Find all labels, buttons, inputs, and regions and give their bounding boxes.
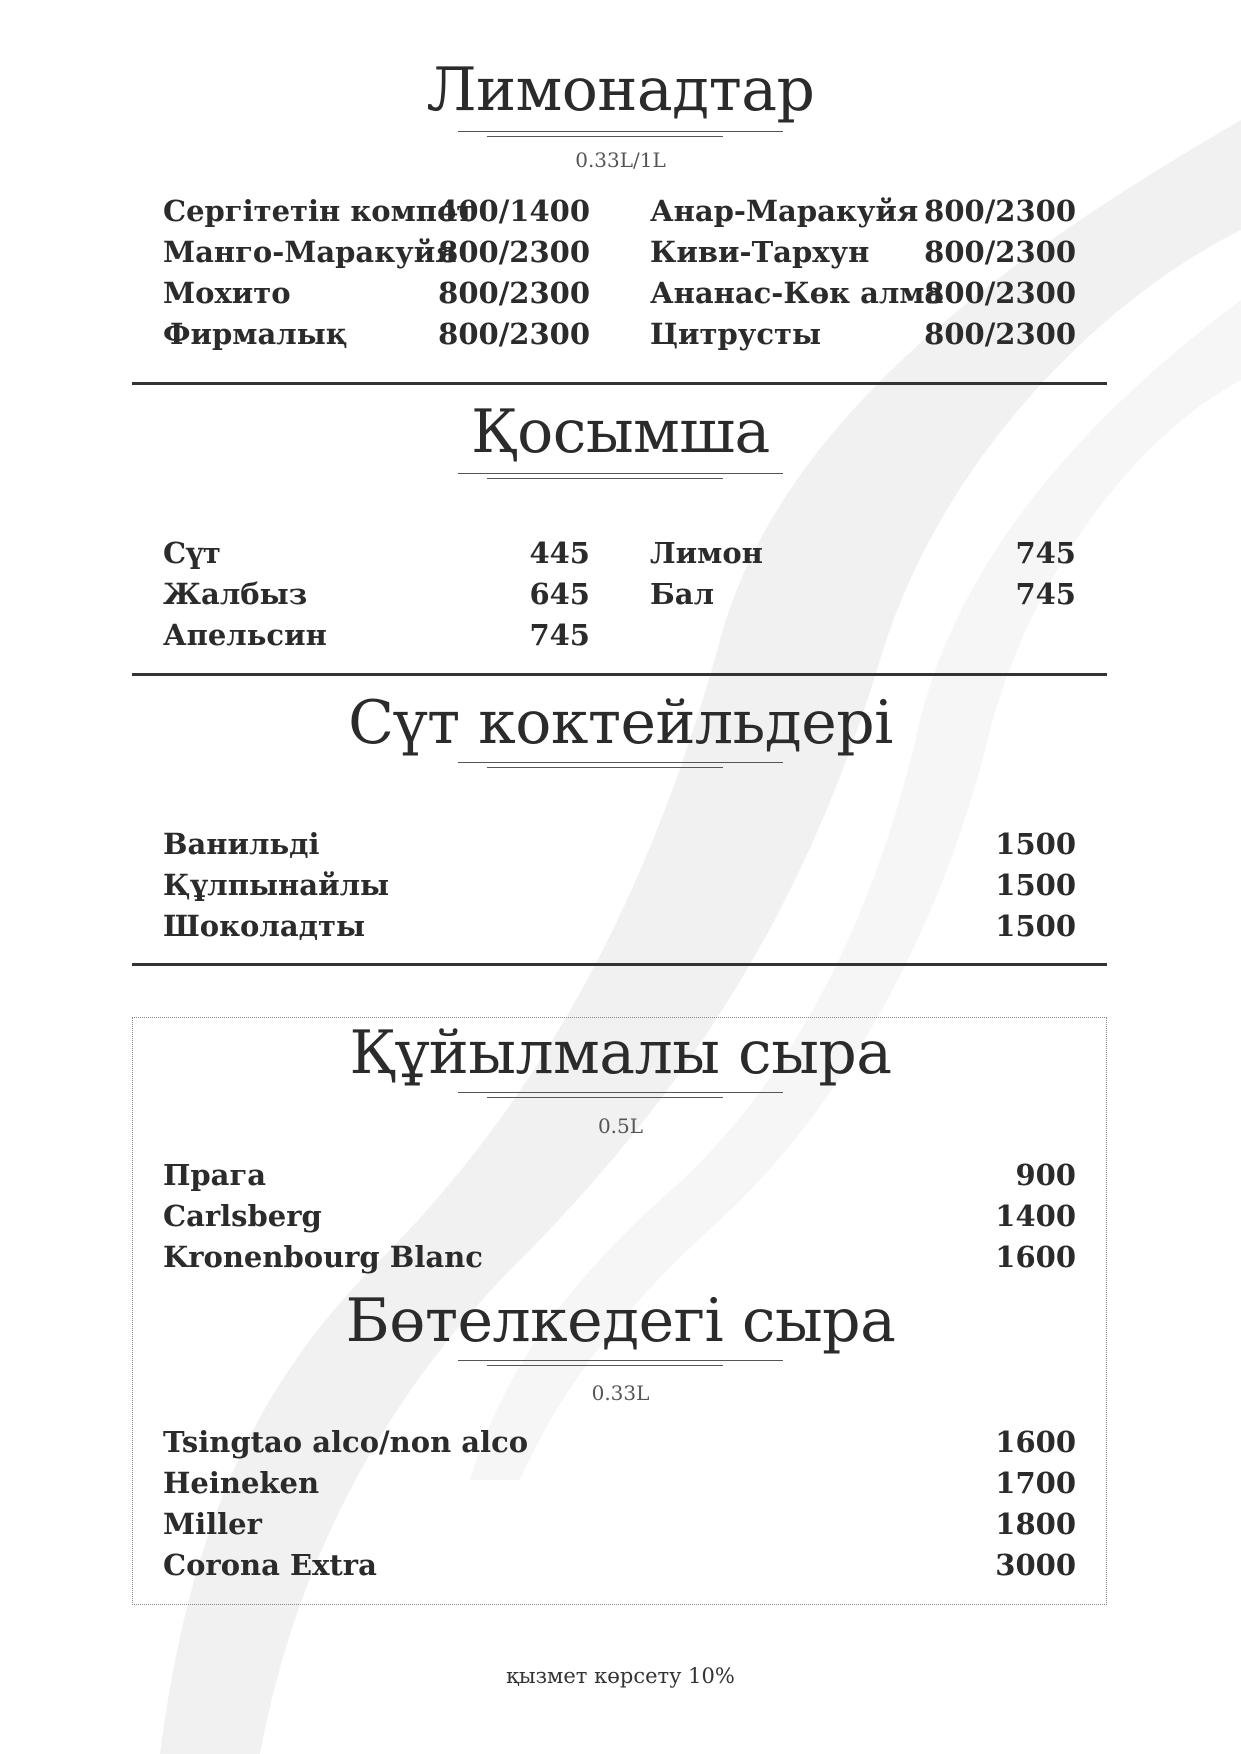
title-rule	[487, 1365, 723, 1366]
bottled-beer-volume: 0.33L	[591, 1381, 650, 1405]
item-name: Corona Extra	[163, 1548, 377, 1582]
menu-item	[163, 1422, 1076, 1463]
item-price: 3000	[995, 1548, 1076, 1582]
title-rule	[458, 131, 783, 132]
item-price: 1700	[995, 1466, 1076, 1500]
extras-title: Қосымша	[471, 397, 770, 467]
item-price: 400/1400	[438, 194, 590, 228]
menu-item	[163, 1237, 1076, 1278]
menu-item	[650, 533, 1076, 574]
draft-beer-list	[163, 1155, 1076, 1278]
item-price: 745	[1015, 536, 1076, 570]
menu-item	[163, 906, 1076, 947]
item-name: Kronenbourg Blanc	[163, 1240, 483, 1274]
lemonades-title: Лимонадтар	[426, 55, 815, 125]
item-name: Фирмалық	[163, 317, 348, 351]
menu-item	[163, 1504, 1076, 1545]
item-price: 745	[1015, 577, 1076, 611]
item-price: 745	[529, 618, 590, 652]
item-name: Цитрусты	[650, 317, 822, 351]
menu-item	[163, 615, 590, 656]
item-name: Апельсин	[163, 618, 327, 652]
section-divider	[132, 673, 1107, 676]
section-divider	[132, 963, 1107, 966]
title-rule	[458, 1360, 783, 1361]
item-price: 800/2300	[924, 235, 1076, 269]
menu-item	[163, 273, 590, 314]
bottled-beer-title: Бөтелкедегі сыра	[345, 1286, 896, 1356]
menu-item	[163, 533, 590, 574]
item-name: Ванильді	[163, 827, 320, 861]
menu-item	[163, 824, 1076, 865]
item-name: Miller	[163, 1507, 262, 1541]
menu-item	[163, 1545, 1076, 1586]
service-charge-note: қызмет көрсету 10%	[506, 1664, 735, 1688]
item-price: 800/2300	[924, 276, 1076, 310]
menu-item	[163, 232, 590, 273]
menu-item	[163, 191, 590, 232]
item-price: 800/2300	[438, 276, 590, 310]
item-name: Құлпынайлы	[163, 868, 390, 902]
lemonades-left-column	[163, 191, 590, 355]
item-price: 1600	[995, 1240, 1076, 1274]
item-price: 900	[1015, 1158, 1076, 1192]
draft-beer-volume: 0.5L	[597, 1114, 644, 1138]
extras-right-column	[650, 533, 1076, 615]
lemonades-right-column	[650, 191, 1076, 355]
item-price: 800/2300	[438, 235, 590, 269]
item-price: 800/2300	[924, 194, 1076, 228]
menu-item	[650, 232, 1076, 273]
milkshakes-list	[163, 824, 1076, 947]
menu-item	[163, 314, 590, 355]
menu-item	[163, 1155, 1076, 1196]
item-name: Heineken	[163, 1466, 320, 1500]
item-name: Ананас-Көк алма	[650, 276, 944, 310]
item-price: 1800	[995, 1507, 1076, 1541]
menu-item	[650, 574, 1076, 615]
menu-item	[163, 865, 1076, 906]
title-rule	[487, 136, 723, 137]
menu-item	[650, 273, 1076, 314]
item-price: 1500	[995, 909, 1076, 943]
milkshakes-title: Сүт коктейльдері	[348, 688, 893, 758]
item-name: Киви-Тархун	[650, 235, 870, 269]
lemonades-volume: 0.33L/1L	[575, 148, 666, 172]
title-rule	[487, 1097, 723, 1098]
item-name: Жалбыз	[163, 577, 308, 611]
item-name: Мохито	[163, 276, 291, 310]
section-divider	[132, 382, 1107, 385]
item-name: Сүт	[163, 536, 221, 570]
item-name: Прага	[163, 1158, 267, 1192]
item-name: Лимон	[650, 536, 763, 570]
title-rule	[487, 478, 723, 479]
draft-beer-title: Құйылмалы сыра	[349, 1018, 892, 1088]
item-price: 800/2300	[924, 317, 1076, 351]
title-rule	[458, 473, 783, 474]
menu-item	[650, 314, 1076, 355]
menu-item	[163, 574, 590, 615]
item-price: 1500	[995, 827, 1076, 861]
item-price: 1400	[995, 1199, 1076, 1233]
item-name: Бал	[650, 577, 715, 611]
title-rule	[458, 762, 783, 763]
item-name: Анар-Маракуйя	[650, 194, 919, 228]
item-name: Tsingtao alco/non alco	[163, 1425, 529, 1459]
item-price: 1600	[995, 1425, 1076, 1459]
extras-left-column	[163, 533, 590, 656]
title-rule	[458, 1092, 783, 1093]
item-name: Carlsberg	[163, 1199, 322, 1233]
item-name: Шоколадты	[163, 909, 366, 943]
item-name: Манго-Маракуйя	[163, 235, 457, 269]
menu-item	[650, 191, 1076, 232]
item-price: 645	[529, 577, 590, 611]
item-price: 445	[529, 536, 590, 570]
bottled-beer-list	[163, 1422, 1076, 1586]
title-rule	[487, 767, 723, 768]
item-name: Сергітетін компот	[163, 194, 475, 228]
item-price: 800/2300	[438, 317, 590, 351]
menu-item	[163, 1196, 1076, 1237]
item-price: 1500	[995, 868, 1076, 902]
menu-item	[163, 1463, 1076, 1504]
